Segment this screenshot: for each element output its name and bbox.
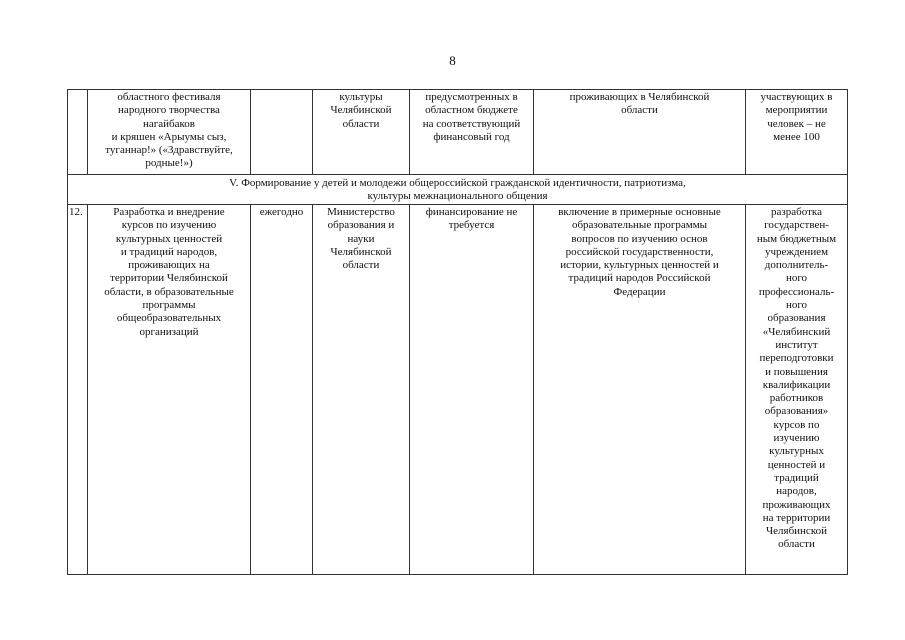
event-cell: областного фестиваля народного творчества нагайбаков и кряшен «Арыумы сыз, туганнар!» («Здравствуйте, родные!») (88, 90, 251, 175)
funding-cell: финансирование не требуется (410, 205, 534, 575)
page-number: 8 (449, 53, 456, 68)
indicator-cell: разработка государствен- ным бюджетным учреждением дополнитель- ного профессиональ- ного образования «Челябинский институт переподготовки и повышения квалификации работников образования» курсов по изучению культурных ценностей и традиций народов, проживающих на территории Челябинской области (746, 205, 848, 575)
table-row (68, 90, 848, 175)
row-number-cell: 12. (68, 205, 88, 575)
result-cell: проживающих в Челябинской области (534, 90, 746, 175)
period-cell: ежегодно (251, 205, 313, 575)
section-row (68, 175, 848, 205)
executor-cell: культуры Челябинской области (313, 90, 410, 175)
executor-cell: Министерство образования и науки Челябинской области (313, 205, 410, 575)
result-cell: включение в примерные основные образовательные программы вопросов по изучению основ российской государственности, истории, культурных ценностей и традиций народов Российской Федерации (534, 205, 746, 575)
row-number-cell (68, 90, 88, 175)
period-cell (251, 90, 313, 175)
events-table (67, 89, 848, 575)
event-cell: Разработка и внедрение курсов по изучению культурных ценностей и традиций народов, проживающих на территории Челябинской области, в образовательные программы общеобразовательных организаций (88, 205, 251, 575)
table-row (68, 205, 848, 575)
indicator-cell: участвующих в мероприятии человек – не менее 100 (746, 90, 848, 175)
funding-cell: предусмотренных в областном бюджете на соответствующий финансовый год (410, 90, 534, 175)
section-title: V. Формирование у детей и молодежи общероссийской гражданской идентичности, патриотизма, культуры межнационального общения (68, 175, 848, 205)
